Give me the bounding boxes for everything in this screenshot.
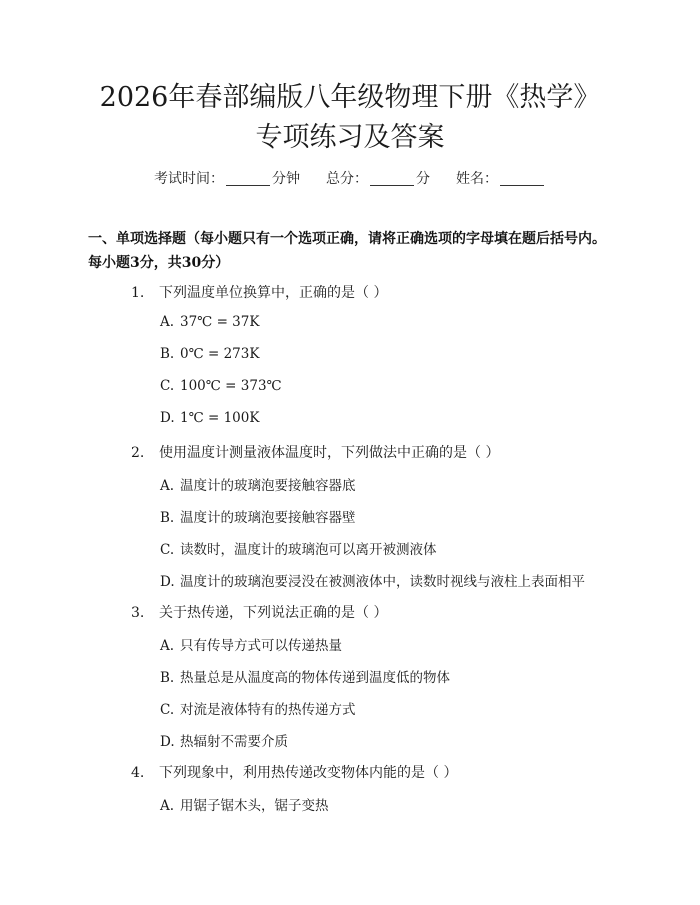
name-blank xyxy=(500,171,544,186)
option-text: 温度计的玻璃泡要接触容器壁 xyxy=(180,510,356,526)
option-2c xyxy=(160,538,437,558)
option-letter: D. xyxy=(160,734,175,750)
option-letter: A. xyxy=(160,638,175,654)
question-number: 4. xyxy=(131,765,145,781)
option-text: 热量总是从温度高的物体传递到温度低的物体 xyxy=(180,670,450,686)
option-letter: C. xyxy=(160,542,175,558)
option-text: 1℃ = 100K xyxy=(180,410,260,426)
option-letter: B. xyxy=(160,346,175,362)
page-title: 2026年春部编版八年级物理下册《热学》专项练习及答案 xyxy=(99,82,601,153)
question-3 xyxy=(131,602,387,622)
exam-meta xyxy=(0,168,700,188)
option-text: 只有传导方式可以传递热量 xyxy=(180,638,342,654)
question-number: 2. xyxy=(131,445,145,461)
option-letter: C. xyxy=(160,702,175,718)
score-label: 总分： xyxy=(326,171,368,187)
time-blank xyxy=(226,171,270,186)
question-text: 使用温度计测量液体温度时，下列做法中正确的是（ ） xyxy=(159,445,500,461)
option-letter: A. xyxy=(160,478,175,494)
option-text: 100℃ = 373℃ xyxy=(180,378,282,394)
question-number: 3. xyxy=(131,605,145,621)
option-text: 对流是液体特有的热传递方式 xyxy=(180,702,356,718)
option-4a xyxy=(160,794,329,814)
option-text: 温度计的玻璃泡要浸没在被测液体中，读数时视线与液柱上表面相平 xyxy=(180,574,585,590)
option-letter: B. xyxy=(160,510,175,526)
option-3d xyxy=(160,730,288,750)
option-2d xyxy=(160,570,585,590)
time-unit: 分钟 xyxy=(272,171,300,187)
question-text: 关于热传递，下列说法正确的是（ ） xyxy=(159,605,388,621)
question-4 xyxy=(131,762,457,782)
option-1b xyxy=(160,346,259,362)
question-text: 下列温度单位换算中，正确的是（ ） xyxy=(159,285,388,301)
question-number: 1. xyxy=(131,285,145,301)
option-text: 热辐射不需要介质 xyxy=(180,734,288,750)
option-letter: C. xyxy=(160,378,175,394)
option-3c xyxy=(160,698,356,718)
option-letter: B. xyxy=(160,670,175,686)
option-1c xyxy=(160,378,282,394)
time-label: 考试时间： xyxy=(154,171,224,187)
score-blank xyxy=(370,171,414,186)
score-unit: 分 xyxy=(416,171,430,187)
option-2a xyxy=(160,474,356,494)
option-text: 0℃ = 273K xyxy=(180,346,260,362)
option-text: 温度计的玻璃泡要接触容器底 xyxy=(180,478,356,494)
name-label: 姓名： xyxy=(456,171,498,187)
option-1d xyxy=(160,410,259,426)
question-text: 下列现象中，利用热传递改变物体内能的是（ ） xyxy=(159,765,458,781)
question-2 xyxy=(131,442,499,462)
question-1 xyxy=(131,282,387,302)
section-heading: 一、单项选择题（每小题只有一个选项正确，请将正确选项的字母填在题后括号内。每小题3分，共30分） xyxy=(88,231,606,271)
option-1a xyxy=(160,314,259,330)
option-3b xyxy=(160,666,450,686)
option-text: 37℃ = 37K xyxy=(180,314,260,330)
option-text: 读数时，温度计的玻璃泡可以离开被测液体 xyxy=(180,542,437,558)
option-2b xyxy=(160,506,356,526)
option-letter: A. xyxy=(160,314,175,330)
option-text: 用锯子锯木头，锯子变热 xyxy=(180,798,329,814)
option-letter: D. xyxy=(160,574,175,590)
option-3a xyxy=(160,634,342,654)
option-letter: D. xyxy=(160,410,175,426)
option-letter: A. xyxy=(160,798,175,814)
